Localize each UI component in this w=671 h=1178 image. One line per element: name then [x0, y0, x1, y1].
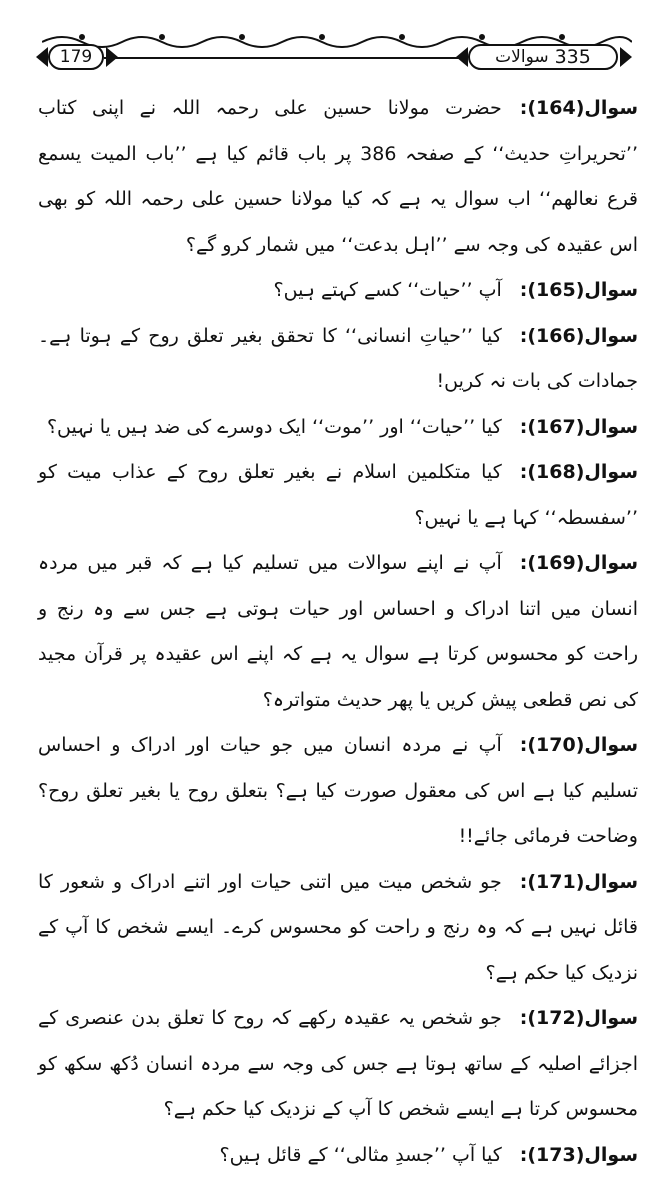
question-text: آپ ’’حیات‘‘ کسے کہتے ہیں؟ — [274, 279, 502, 301]
question-item — [38, 996, 638, 1133]
question-text: آپ نے مردہ انسان میں جو حیات اور ادراک و احساس تسلیم کیا ہے اس کی معقول صورت کیا ہے؟ بتعلق روح یا بغیر تعلق روح؟ وضاحت فرمائی جائے!! — [38, 734, 638, 847]
page-header — [34, 38, 640, 78]
left-arrow-icon — [456, 47, 468, 67]
question-label: سوال(170): — [520, 734, 638, 756]
right-arrow-icon — [620, 47, 632, 67]
question-label: سوال(166): — [520, 325, 638, 347]
question-label: سوال(168): — [520, 461, 638, 483]
question-text: کیا ’’حیات‘‘ اور ’’موت‘‘ ایک دوسرے کی ضد ہیں یا نہیں؟ — [47, 416, 502, 438]
question-text: حضرت مولانا حسین علی رحمہ اللہ نے اپنی کتاب ’’تحریراتِ حدیث‘‘ کے صفحہ 386 پر باب قائم کیا ہے ’’باب المیت یسمع قرع نعالھم‘‘ اب سوال یہ ہے کہ کیا مولانا حسین علی رحمہ اللہ کو بھی اس عقیدہ کی وجہ سے ’’اہل بدعت‘‘ میں شمار کرو گے؟ — [38, 97, 638, 256]
question-item — [38, 314, 638, 405]
question-item — [38, 1133, 638, 1178]
question-text: کیا متکلمین اسلام نے بغیر تعلق روح کے عذاب میت کو ’’سفسطہ‘‘ کہا ہے یا نہیں؟ — [38, 461, 638, 529]
page-number: 179 — [48, 44, 104, 70]
running-title — [468, 44, 618, 70]
question-text: آپ نے اپنے سوالات میں تسلیم کیا ہے کہ قبر میں مردہ انسان میں اتنا ادراک و احساس اور حیات ہوتی ہے جس سے وہ رنج و راحت کو محسوس کرتا ہے سوال یہ ہے کہ اپنے اس عقیدہ پر قرآن مجید کی نص قطعی پیش کریں یا پھر حدیث متواترہ؟ — [38, 552, 638, 711]
question-item — [38, 86, 638, 268]
book-number: 335 — [555, 46, 591, 68]
question-label: سوال(173): — [520, 1144, 638, 1166]
question-item — [38, 268, 638, 314]
left-arrow-icon — [36, 47, 48, 67]
question-item — [38, 450, 638, 541]
right-arrow-icon — [106, 47, 118, 67]
question-label: سوال(172): — [520, 1007, 638, 1029]
question-label: سوال(171): — [520, 871, 638, 893]
book-title: سوالات — [495, 47, 548, 67]
question-label: سوال(165): — [520, 279, 638, 301]
question-item — [38, 405, 638, 451]
question-text: کیا ’’حیاتِ انسانی‘‘ کا تحقق بغیر تعلق روح کے ہوتا ہے۔ جمادات کی بات نہ کریں! — [38, 325, 638, 393]
question-item — [38, 541, 638, 723]
questions-list — [38, 86, 638, 1178]
question-text: کیا آپ ’’جسدِ مثالی‘‘ کے قائل ہیں؟ — [219, 1144, 501, 1166]
question-text: جو شخص میت میں اتنی حیات اور اتنے ادراک و شعور کا قائل نہیں ہے کہ وہ رنج و راحت کو محسوس کرے۔ ایسے شخص کا آپ کے نزدیک کیا حکم ہے؟ — [38, 871, 638, 984]
question-item — [38, 723, 638, 860]
question-label: سوال(169): — [520, 552, 638, 574]
question-label: سوال(167): — [520, 416, 638, 438]
header-rule — [104, 57, 464, 59]
question-text: جو شخص یہ عقیدہ رکھے کہ روح کا تعلق بدن عنصری کے اجزائے اصلیہ کے ساتھ ہوتا ہے جس کی وجہ سے مردہ انسان دُکھ سکھ کو محسوس کرتا ہے ایسے شخص کا آپ کے نزدیک کیا حکم ہے؟ — [38, 1007, 638, 1120]
question-label: سوال(164): — [520, 97, 638, 119]
question-item — [38, 860, 638, 997]
